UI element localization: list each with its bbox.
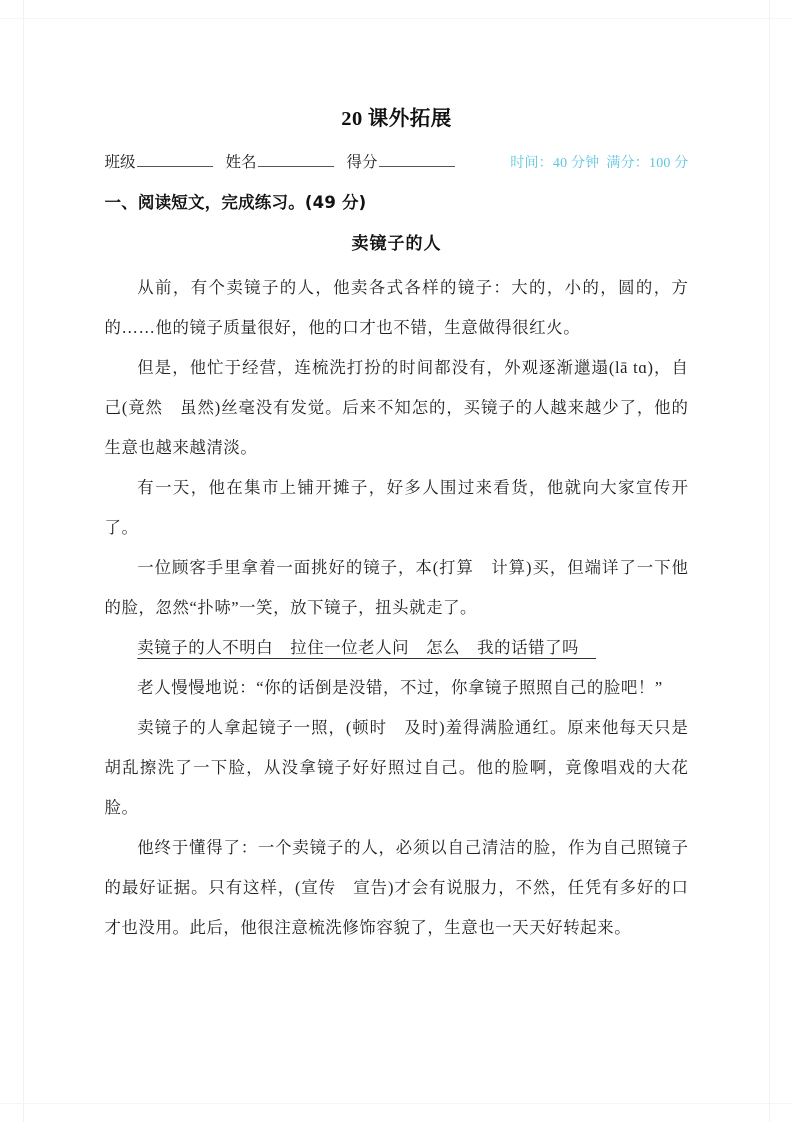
name-field[interactable]	[226, 150, 334, 172]
page-guide-bottom	[0, 1103, 793, 1104]
student-info-line	[105, 150, 689, 172]
paper-number: 20	[341, 108, 363, 130]
score-field[interactable]	[347, 150, 455, 172]
article-title: 卖镜子的人	[351, 234, 442, 254]
score-blank[interactable]	[379, 151, 455, 167]
class-label: 班级	[104, 154, 136, 171]
student-info-fields	[105, 150, 455, 172]
article-paragraph: 一位顾客手里拿着一面挑好的镜子，本(打算 计算)买，但端详了一下他的脸，忽然“扑哧”一笑，放下镜子，扭头就走了。	[104, 558, 689, 617]
class-blank[interactable]	[137, 151, 213, 167]
article-paragraph: 从前，有个卖镜子的人，他卖各式各样的镜子：大的，小的，圆的，方的……他的镜子质量很好，他的口才也不错，生意做得很红火。	[104, 278, 689, 337]
worksheet-content	[105, 0, 689, 948]
page-title	[105, 101, 689, 131]
article-paragraph: 他终于懂得了：一个卖镜子的人，必须以自己清洁的脸，作为自己照镜子的最好证据。只有这样，(宣传 宣告)才会有说服力，不然，任凭有多好的口才也没用。此后，他很注意梳洗修饰容貌了，生意也一天天好转起来。	[104, 838, 689, 937]
class-field[interactable]	[105, 150, 213, 172]
name-blank[interactable]	[258, 151, 334, 167]
paper-title-text: 课外拓展	[367, 108, 452, 130]
article-paragraph: 卖镜子的人拿起镜子一照，(顿时 及时)羞得满脸通红。原来他每天只是胡乱擦洗了一下脸，从没拿镜子好好照过自己。他的脸啊，竟像唱戏的大花脸。	[104, 718, 689, 817]
article-paragraph: 老人慢慢地说：“你的话倒是没错，不过，你拿镜子照照自己的脸吧！”	[137, 678, 663, 697]
total-score-label: 满分：100 分	[606, 156, 689, 171]
article-paragraph: 有一天，他在集市上铺开摊子，好多人围过来看货，他就向大家宣传开了。	[104, 478, 689, 537]
article-paragraph: 但是，他忙于经营，连梳洗打扮的时间都没有，外观逐渐邋遢(lā tɑ)，自己(竟然 虽然)丝毫没有发觉。后来不知怎的，买镜子的人越来越少了，他的生意也越来越清淡。	[104, 358, 689, 457]
section-header-1: 一、阅读短文，完成练习。(49 分)	[104, 193, 367, 212]
name-label: 姓名	[225, 154, 257, 171]
punctuation-exercise-line[interactable]: 卖镜子的人不明白 拉住一位老人问 怎么 我的话错了吗	[137, 638, 597, 657]
exam-meta	[510, 152, 688, 172]
time-limit-label: 时间：40 分钟	[510, 156, 600, 171]
score-label: 得分	[346, 154, 378, 171]
